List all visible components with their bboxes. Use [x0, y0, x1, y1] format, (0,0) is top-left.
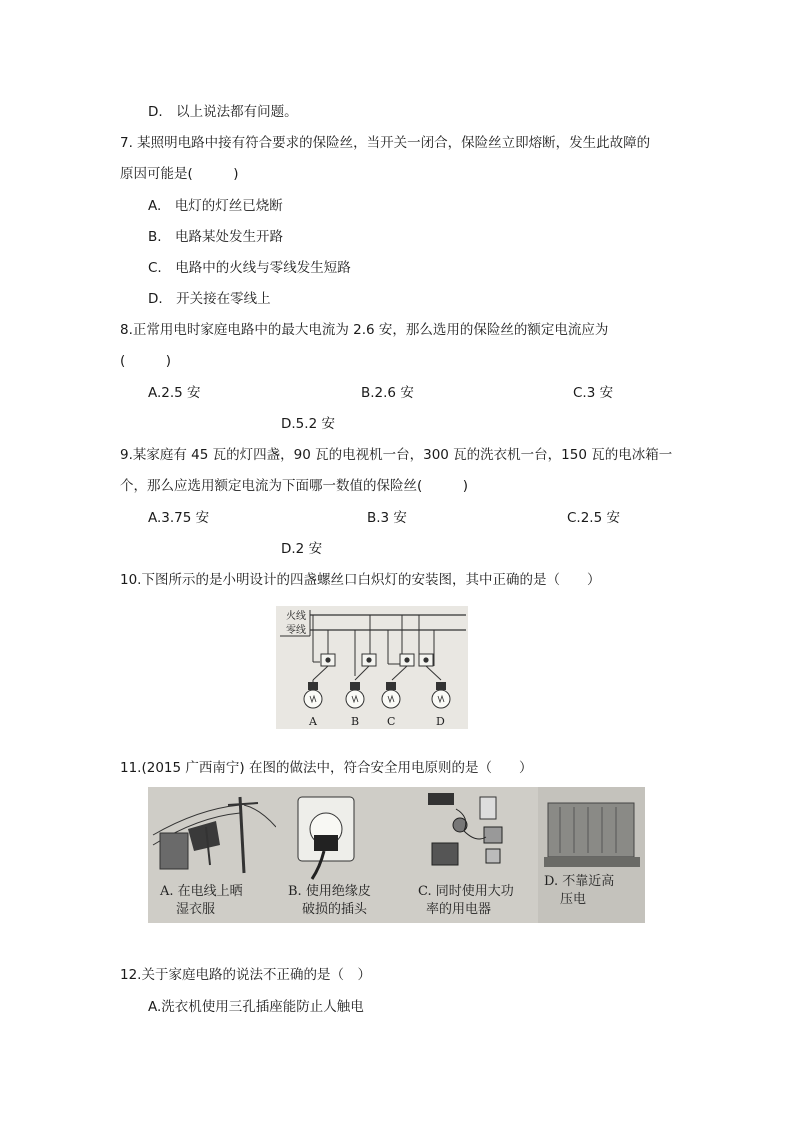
lamp-b: [346, 615, 376, 708]
q8-option-d: D.5.2 安: [281, 416, 335, 432]
panel-d: [538, 787, 645, 923]
speaker-icon: [480, 797, 496, 819]
lamp-d: [419, 615, 450, 708]
lamp-label-b: B: [351, 715, 360, 728]
q7-stem-line1: 7. 某照明电路中接有符合要求的保险丝，当开关一闭合，保险丝立即熔断，发生此故障的: [120, 135, 651, 151]
high-voltage-illustration: [538, 787, 645, 923]
screw-socket-icon: [386, 682, 396, 690]
q7-option-a: A. 电灯的灯丝已烧断: [148, 198, 283, 214]
q10-stem: 10.下图所示的是小明设计的四盏螺丝口白炽灯的安装图，其中正确的是（ ）: [120, 572, 601, 588]
q7-option-d: D. 开关接在零线上: [148, 291, 271, 307]
lamp-label-c: C: [387, 715, 396, 728]
q12-option-a: A.洗衣机使用三孔插座能防止人触电: [148, 999, 364, 1015]
lamp-label-a: A: [309, 715, 317, 728]
caption-a-line2: 湿衣服: [176, 902, 216, 917]
q7-option-b: B. 电路某处发生开路: [148, 229, 284, 245]
radio-icon: [428, 793, 454, 805]
tv-icon: [432, 843, 458, 865]
panel-b: [276, 787, 406, 923]
q12-stem: 12.关于家庭电路的说法不正确的是（ ）: [120, 967, 371, 983]
caption-c-line1: C. 同时使用大功: [418, 884, 514, 899]
live-wire-label: 火线: [286, 611, 306, 622]
panel-c: [406, 787, 538, 923]
lamp-label-d: D: [436, 715, 445, 728]
caption-d-line1: D. 不靠近高: [544, 874, 615, 889]
q6-option-d: D. 以上说法都有问题。: [148, 104, 298, 120]
caption-a-line1: A. 在电线上晒: [160, 884, 243, 899]
electrical-safety-figure: [148, 787, 645, 923]
caption-d-line2: 压电: [560, 892, 587, 907]
q9-option-b: B.3 安: [367, 510, 407, 526]
lamp-wiring-diagram: [276, 606, 468, 729]
q8-option-a: A.2.5 安: [148, 385, 201, 401]
lamp-c: [382, 615, 414, 708]
q9-option-c: C.2.5 安: [567, 510, 620, 526]
plug-icon: [314, 835, 338, 851]
caption-b-line1: B. 使用绝缘皮: [288, 884, 371, 899]
neutral-wire-label: 零线: [286, 625, 306, 636]
screw-socket-icon: [436, 682, 446, 690]
q9-stem-line1: 9.某家庭有 45 瓦的灯四盏，90 瓦的电视机一台，300 瓦的洗衣机一台，150 瓦的电冰箱一: [120, 447, 673, 463]
caption-b-line2: 破损的插头: [302, 902, 368, 917]
q11-stem: 11.(2015 广西南宁) 在图的做法中，符合安全用电原则的是（ ）: [120, 760, 533, 776]
q8-stem-line2: ( ): [120, 353, 172, 369]
shirt-icon: [160, 833, 188, 869]
q8-stem-line1: 8.正常用电时家庭电路中的最大电流为 2.6 安，那么选用的保险丝的额定电流应为: [120, 322, 609, 338]
lamp-a: [304, 615, 335, 708]
transformer-icon: [548, 803, 634, 857]
q9-option-d: D.2 安: [281, 541, 323, 557]
q7-option-c: C. 电路中的火线与零线发生短路: [148, 260, 351, 276]
screw-socket-icon: [350, 682, 360, 690]
towel-icon: [188, 821, 220, 851]
q8-option-c: C.3 安: [573, 385, 614, 401]
panel-a: [148, 787, 276, 923]
screw-socket-icon: [308, 682, 318, 690]
caption-c-line2: 率的用电器: [426, 902, 492, 917]
q8-option-b: B.2.6 安: [361, 385, 414, 401]
q7-stem-line2: 原因可能是( ): [120, 166, 239, 182]
q9-option-a: A.3.75 安: [148, 510, 210, 526]
utility-pole-icon: [240, 797, 244, 873]
q9-stem-line2: 个，那么应选用额定电流为下面哪一数值的保险丝( ): [120, 478, 469, 494]
lamp-wiring-figure: [276, 606, 468, 729]
